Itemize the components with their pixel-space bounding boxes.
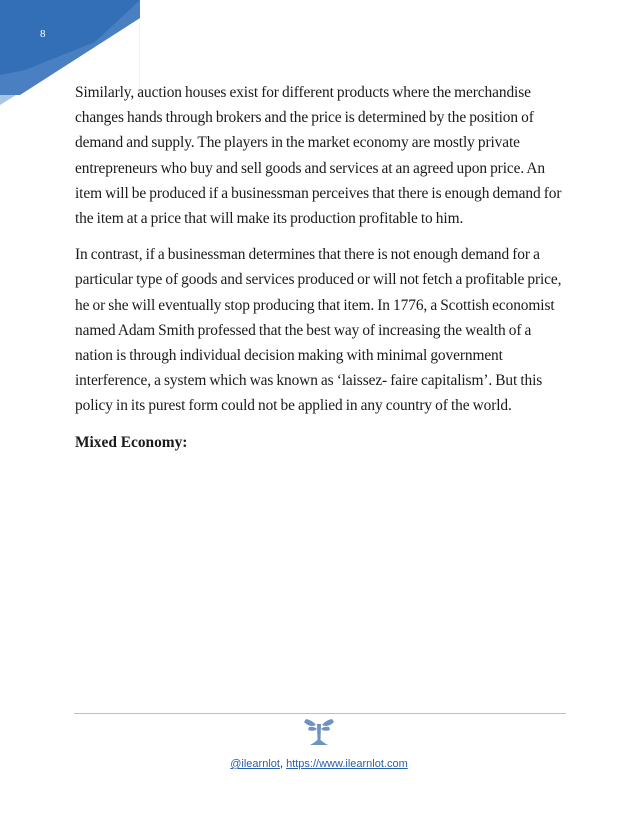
footer-separator: , [279,758,287,770]
tree-logo-icon [302,718,336,748]
footer-handle-link[interactable]: @ilearnlot [230,758,280,770]
paragraph-2: In contrast, if a businessman determines that there is not enough demand for a particular type of goods and services produced or will not fetch a profitable price, he or she will eventually stop producing that item. In 1776, a Scottish economist named Adam Smith professed that the best way of increasing the wealth of a nation is through individual decision making with minimal government interference, a system which was known as ‘laissez- faire capitalism’. But this policy in its purest form could not be applied in any country of the world. [75,246,562,415]
footer-url-link[interactable]: https://www.ilearnlot.com [286,758,408,770]
footer-links [0,758,638,770]
page-number: 8 [40,28,46,40]
document-body [75,80,570,455]
footer-divider [74,713,566,714]
paragraph-1: Similarly, auction houses exist for different products where the merchandise changes hands through brokers and the price is determined by the position of demand and supply. The players in the market economy are mostly private entrepreneurs who buy and sell goods and services at an agreed upon price. An item will be produced if a businessman perceives that there is enough demand for the item at a price that will make its production profitable to him. [75,84,562,228]
section-heading: Mixed Economy: [75,433,188,451]
